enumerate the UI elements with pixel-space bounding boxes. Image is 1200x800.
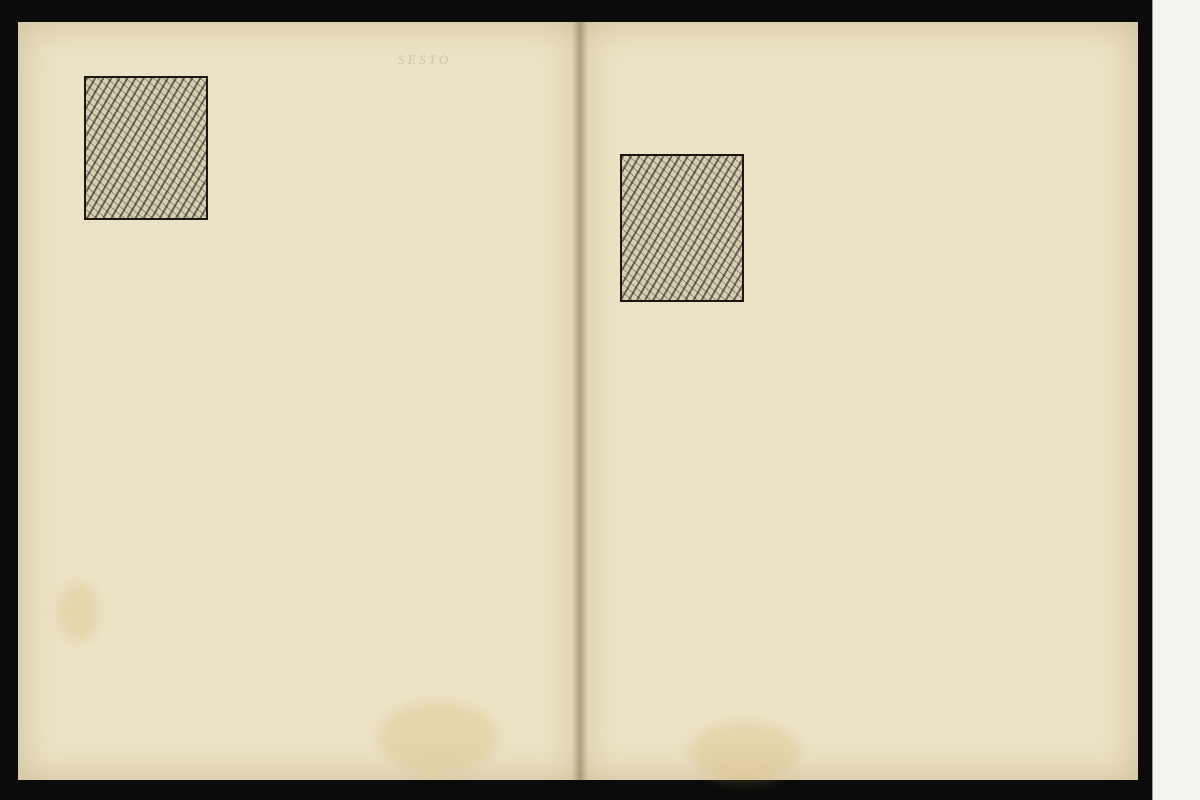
bleed-through-text: S E S T O [398, 52, 449, 67]
measurement-ruler [1152, 0, 1200, 800]
